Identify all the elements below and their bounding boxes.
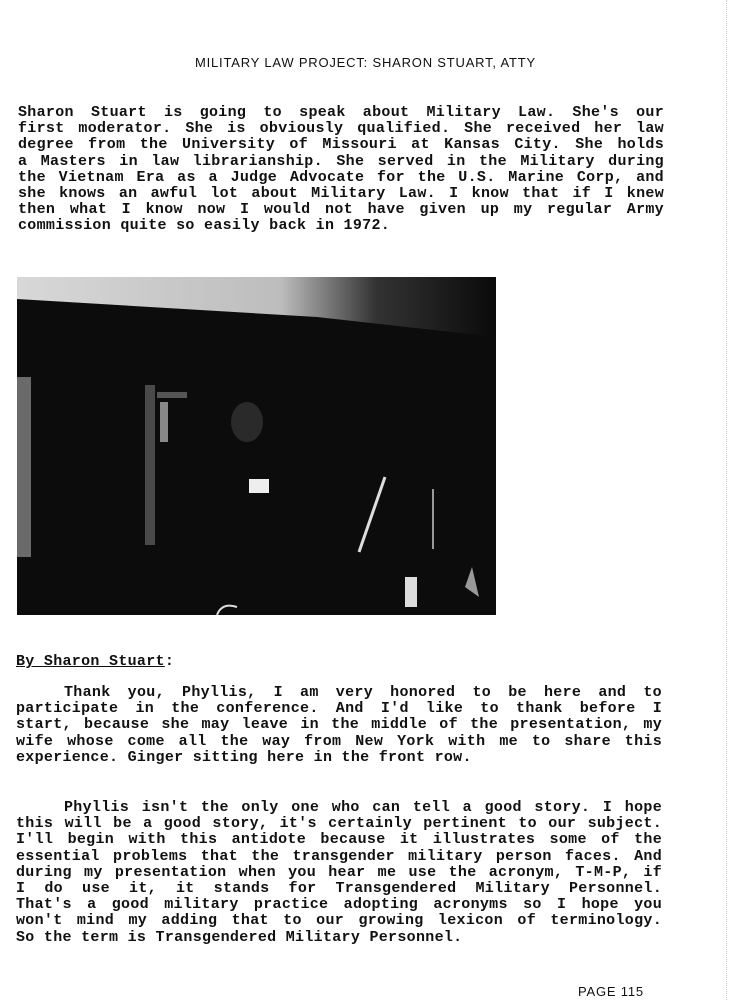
- text-line: participate in the conference. And I'd like to thank before I: [16, 700, 662, 718]
- text-line: commission quite so easily back in 1972.: [18, 217, 391, 235]
- byline: [16, 653, 174, 670]
- speaker-photo: [17, 277, 496, 615]
- scan-edge: [726, 0, 731, 1000]
- intro-paragraph: [18, 105, 664, 235]
- text-line: I'll begin with this antidote because it illustrates some of the: [16, 831, 662, 849]
- text-line: start, because she may leave in the middle of the presentation, my: [16, 716, 662, 734]
- text-line: I do use it, it stands for Transgendered Military Personnel.: [16, 880, 662, 898]
- text-line: during my presentation when you hear me use the acronym, T-M-P, if: [16, 863, 662, 881]
- text-line: Phyllis isn't the only one who can tell a good story. I hope: [64, 799, 662, 816]
- byline-colon: :: [164, 653, 175, 670]
- body-paragraph-1: [16, 685, 662, 766]
- page-title: MILITARY LAW PROJECT: SHARON STUART, ATTY: [194, 55, 536, 70]
- text-line: experience. Ginger sitting here in the front row.: [16, 748, 472, 766]
- body-paragraph-2: [16, 800, 662, 946]
- text-line: Sharon Stuart is going to speak about Military Law. She's our: [18, 104, 664, 121]
- text-line: wife whose come all the way from New York with me to share this: [16, 732, 662, 750]
- text-line: That's a good military practice adopting acronyms so I hope you: [16, 896, 662, 914]
- text-line: first moderator. She is obviously qualified. She received her law: [18, 120, 664, 138]
- text-line: Thank you, Phyllis, I am very honored to be here and to: [64, 684, 662, 701]
- page-number: PAGE 115: [578, 984, 644, 999]
- text-line: this will be a good story, it's certainly pertinent to our subject.: [16, 815, 662, 833]
- text-line: won't mind my adding that to our growing lexicon of terminology.: [16, 912, 662, 930]
- text-line: So the term is Transgendered Military Personnel.: [16, 928, 463, 946]
- text-line: the Vietnam Era as a Judge Advocate for the U.S. Marine Corp, and: [18, 168, 664, 186]
- text-line: a Masters in law librarianship. She served in the Military during: [18, 152, 664, 170]
- text-line: she knows an awful lot about Military Law. I know that if I knew: [18, 185, 664, 203]
- text-line: then what I know now I would not have given up my regular Army: [18, 201, 664, 219]
- text-line: degree from the University of Missouri at Kansas City. She holds: [18, 136, 664, 154]
- byline-name: By Sharon Stuart: [16, 653, 165, 670]
- text-line: essential problems that the transgender military person faces. And: [16, 847, 662, 865]
